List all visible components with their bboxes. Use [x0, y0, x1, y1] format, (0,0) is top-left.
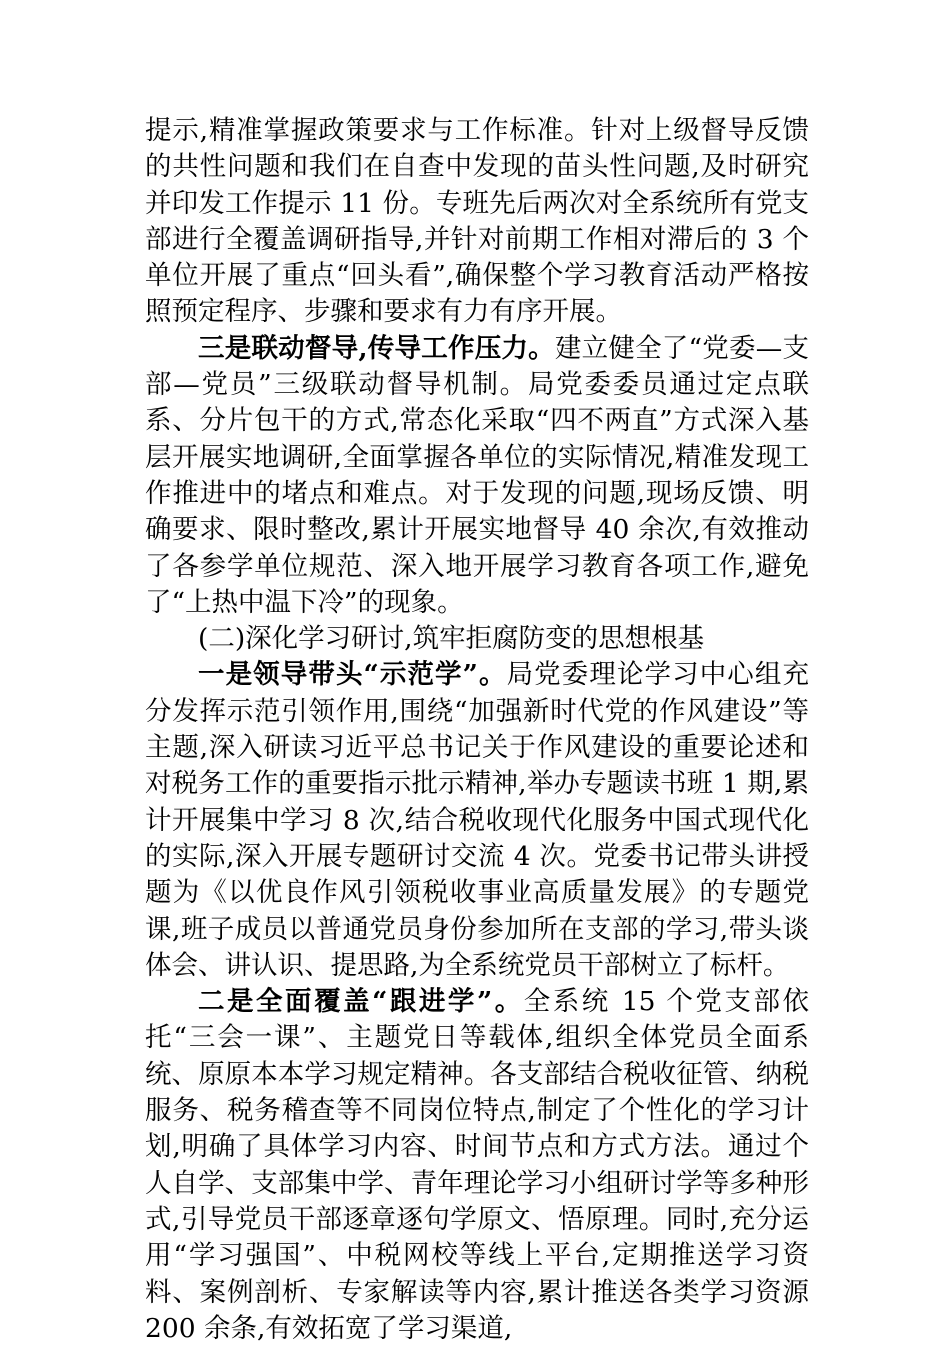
paragraph-leader-study: [145, 657, 809, 984]
paragraph-lead: 二是全面覆盖“跟进学”。: [198, 986, 524, 1018]
paragraph-lead: 三是联动督导,传导工作压力。: [198, 332, 555, 364]
paragraph-lead: 一是领导带头“示范学”。: [198, 659, 507, 691]
section-heading: [145, 621, 809, 657]
paragraph-full-coverage: [145, 984, 809, 1347]
section-heading-text: (二)深化学习研讨,筑牢拒腐防变的思想根基: [198, 623, 705, 655]
paragraph-continuation: [145, 113, 809, 331]
paragraph-joint-supervision: [145, 331, 809, 621]
document-page: [145, 113, 809, 1347]
paragraph-text: 建立健全了“党委—支部—党员”三级联动督导机制。局党委委员通过定点联系、分片包干的方式,常态化采取“四不两直”方式深入基层开展实地调研,全面掌握各单位的实际情况,精准发现工作推进中的堵点和难点。对于发现的问题,现场反馈、明确要求、限时整改,累计开展实地督导 40 余次,有效推动了各参学单位规范、深入地开展学习教育各项工作,避免了“上热中温下冷”的现象。: [145, 332, 809, 618]
paragraph-text: 全系统 15 个党支部依托“三会一课”、主题党日等载体,组织全体党员全面系统、原原本本学习规定精神。各支部结合税收征管、纳税服务、税务稽查等不同岗位特点,制定了个性化的学习计划,明确了具体学习内容、时间节点和方式方法。通过个人自学、支部集中学、青年理论学习小组研讨学等多种形式,引导党员干部逐章逐句学原文、悟原理。同时,充分运用“学习强国”、中税网校等线上平台,定期推送学习资料、案例剖析、专家解读等内容,累计推送各类学习资源 200 余条,有效拓宽了学习渠道,: [145, 986, 809, 1344]
paragraph-text: 局党委理论学习中心组充分发挥示范引领作用,围绕“加强新时代党的作风建设”等主题,深入研读习近平总书记关于作风建设的重要论述和对税务工作的重要指示批示精神,举办专题读书班 1 期,累计开展集中学习 8 次,结合税收现代化服务中国式现代化的实际,深入开展专题研讨交流 4 次。党委书记带头讲授题为《以优良作风引领税收事业高质量发展》的专题党课,班子成员以普通党员身份参加所在支部的学习,带头谈体会、讲认识、提思路,为全系统党员干部树立了标杆。: [145, 659, 809, 981]
paragraph-text: 提示,精准掌握政策要求与工作标准。针对上级督导反馈的共性问题和我们在自查中发现的苗头性问题,及时研究并印发工作提示 11 份。专班先后两次对全系统所有党支部进行全覆盖调研指导,并针对前期工作相对滞后的 3 个单位开展了重点“回头看”,确保整个学习教育活动严格按照预定程序、步骤和要求有力有序开展。: [145, 115, 809, 328]
